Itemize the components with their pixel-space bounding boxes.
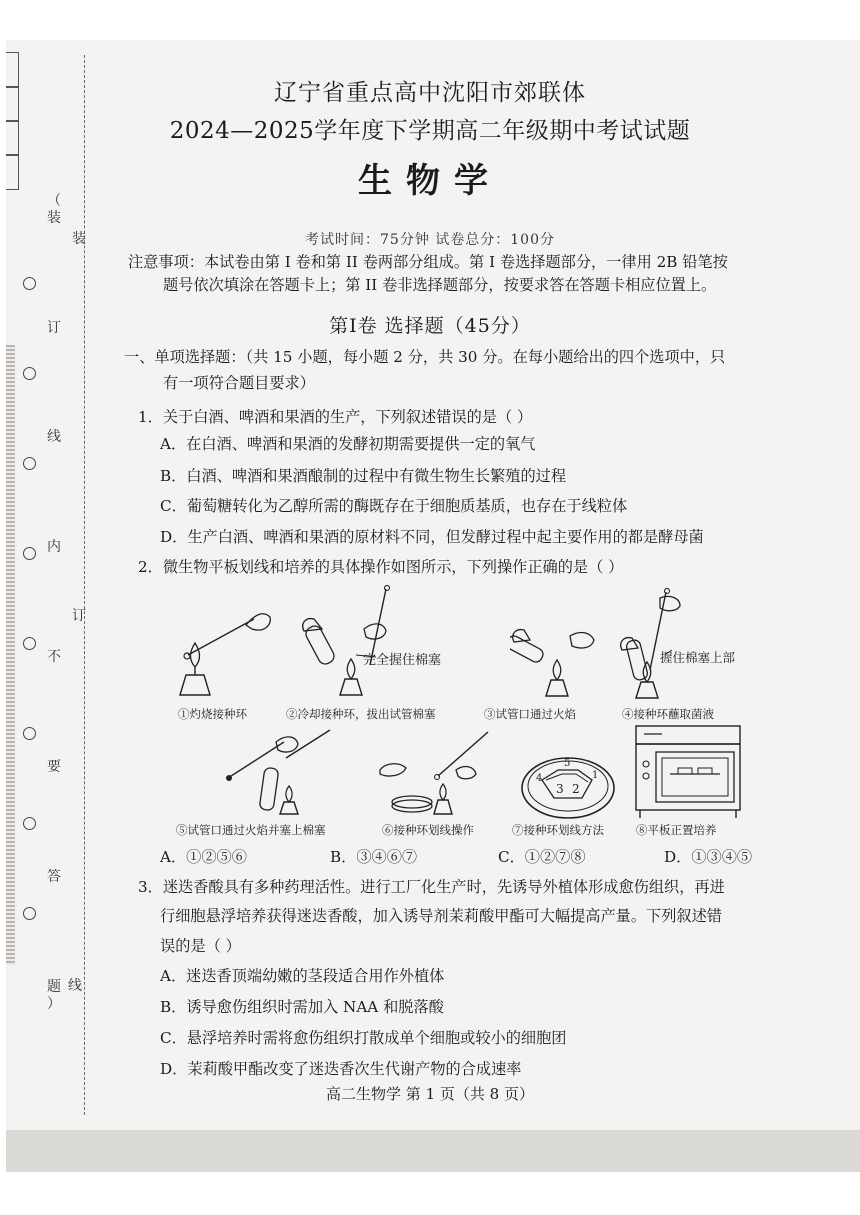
option-d: D．生产白酒、啤酒和果酒的原材料不同，但发酵过程中起主要作用的都是酵母菌 [160,528,704,546]
figure-streak-operation [372,730,492,822]
figure-caption: ⑤试管口通过火焰并塞上棉塞 [176,823,326,837]
option-a: A．①②⑤⑥ [160,848,247,866]
dish-number: 2 [572,782,580,796]
dish-number: 3 [556,782,564,796]
question-stem: 3．迷迭香酸具有多种药理活性。进行工厂化生产时，先诱导外植体形成愈伤组织，再进 [138,878,725,896]
binding-char: 装 [72,231,86,247]
figure-tube-flame [510,612,610,704]
binding-char: （ [47,193,61,209]
question-stem: 1．关于白酒、啤酒和果酒的生产，下列叙述错误的是（ ） [138,408,533,426]
figure-caption: ①灼烧接种环 [178,707,247,721]
figure-caption: ③试管口通过火焰 [484,707,576,721]
binding-hole [23,727,36,740]
binding-hole [23,367,36,380]
dish-number: 1 [592,770,599,781]
part-heading: 一、单项选择题：（共 15 小题，每小题 2 分，共 30 分。在每小题给出的四个选项中，只 [124,348,726,366]
binding-char: 线 [47,429,61,445]
binding-hole [23,817,36,830]
question-stem: 行细胞悬浮培养获得迷迭香酸，加入诱导剂茉莉酸甲酯可大幅提高产量。下列叙述错 [160,907,722,925]
figure-streak-method-dish [518,750,618,822]
notice-line: 题号依次填涂在答题卡上；第 II 卷非选择题部分，按要求答在答题卡相应位置上。 [163,276,717,294]
option-b: B．③④⑥⑦ [330,848,418,866]
figure-caption: ⑧平板正置培养 [636,823,717,837]
dish-number: 4 [536,773,543,784]
binding-char: ） [47,996,61,1012]
subject-title: 生物学 [358,161,502,201]
option-b: B．诱导愈伤组织时需加入 NAA 和脱落酸 [160,998,444,1016]
paper-edge-stripe [6,345,15,965]
binding-char: 答 [47,869,61,885]
option-c: C．①②⑦⑧ [498,848,586,866]
exam-info: 考试时间：75分钟 试卷总分：100分 [305,232,555,248]
exam-org-title: 辽宁省重点高中沈阳市郊联体 [274,80,586,106]
binding-hole [23,547,36,560]
binding-char: 线 [68,978,82,994]
binding-char: 订 [72,608,86,624]
figure-flame-loop [168,595,278,703]
option-a: A．迷迭香顶端幼嫩的茎段适合用作外植体 [160,967,445,985]
binding-hole [23,637,36,650]
binding-char: 内 [47,539,61,555]
figure-caption: ④接种环蘸取菌液 [622,707,714,721]
section-title: 第Ⅰ卷 选择题（45分） [329,315,531,337]
figure-caption: ②冷却接种环，拔出试管棉塞 [286,707,436,721]
binding-char: 不 [47,649,61,665]
figure-incubator [632,724,744,822]
binding-hole [23,907,36,920]
paper-shadow [6,1130,860,1172]
callout-label: 完全握住棉塞 [363,653,442,668]
option-a: A．在白酒、啤酒和果酒的发酵初期需要提供一定的氧气 [160,435,536,453]
option-d: D．茉莉酸甲酯改变了迷迭香次生代谢产物的合成速率 [160,1060,522,1078]
figure-tube-plug [224,728,334,820]
binding-dashed-line [84,55,85,1115]
figure-cool-loop [298,585,408,703]
notice-line: 注意事项：本试卷由第 I 卷和第 II 卷两部分组成。第 I 卷选择题部分，一律用 2B 铅笔按 [128,253,728,271]
option-b: B．白酒、啤酒和果酒酿制的过程中有微生物生长繁殖的过程 [160,467,567,485]
binding-char: 装 [47,210,61,226]
page-footer: 高二生物学 第 1 页（共 8 页） [326,1085,534,1103]
binding-hole [23,457,36,470]
figure-caption: ⑦接种环划线方法 [512,823,604,837]
dish-number: 5 [564,758,571,769]
binding-char: 订 [47,320,61,336]
option-d: D．①③④⑤ [664,848,753,866]
option-c: C．悬浮培养时需将愈伤组织打散成单个细胞或较小的细胞团 [160,1029,567,1047]
exam-title: 2024—2025学年度下学期高二年级期中考试试题 [169,118,691,144]
binding-char: 题 [47,979,61,995]
question-stem: 2．微生物平板划线和培养的具体操作如图所示，下列操作正确的是（ ） [138,558,624,576]
part-heading: 有一项符合题目要求） [163,374,315,392]
question-stem: 误的是（ ） [160,937,241,955]
binding-char: 要 [47,759,61,775]
callout-label: 握住棉塞上部 [660,650,736,665]
figure-caption: ⑥接种环划线操作 [382,823,474,837]
figure-dip-loop [620,588,740,704]
option-c: C．葡萄糖转化为乙醇所需的酶既存在于细胞质基质，也存在于线粒体 [160,497,628,515]
binding-hole [23,277,36,290]
